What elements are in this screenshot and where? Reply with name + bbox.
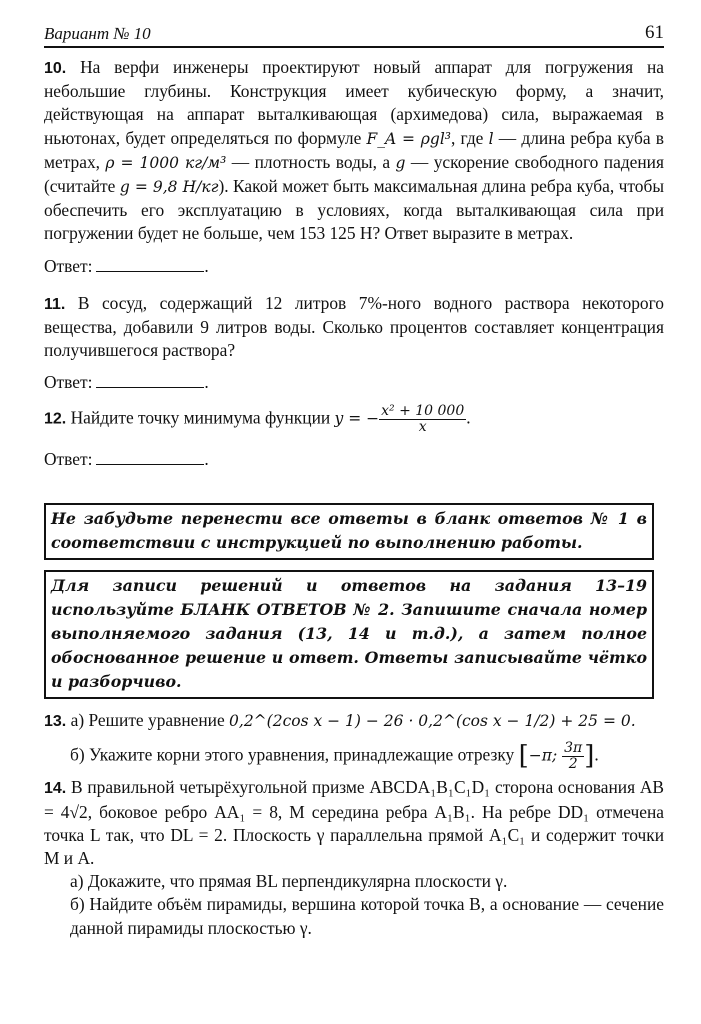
task-number: 14. (44, 780, 67, 798)
formula: g = 9,8 Н/кг (119, 178, 219, 197)
task-text: б) Найдите объём пирамиды, вершина которой точка B, а основание — сечение данной пирамиды плоскостью γ. (70, 894, 664, 938)
answer-period: . (204, 449, 209, 470)
answer-label: Ответ: (44, 255, 93, 276)
task-11 (44, 292, 664, 363)
numerator: 3π (564, 740, 583, 757)
denominator: x (418, 419, 427, 436)
task-13b: б) Укажите корни этого уравнения, принадлежащие отрезку [−π; $\frac{3\pi}{2}$ ]. (70, 740, 599, 773)
equation: 0,2^(2cos x − 1) − 26 · 0,2^(cos x − 1/2) + 25 = 0. (229, 712, 636, 731)
answer-label: Ответ: (44, 449, 93, 470)
answer-period: . (204, 255, 209, 276)
answer-period: . (204, 372, 209, 393)
denominator: 2 (568, 756, 578, 773)
task-text: — плотность воды, а (226, 151, 396, 172)
answer-blank[interactable] (96, 257, 204, 272)
task-12: 12. Найдите точку минимума функции y = − $\frac{\text{x² + 10 000}}{x}$ . (44, 403, 471, 436)
page-header (44, 18, 664, 48)
formula: y = − (334, 409, 380, 428)
task-text: а) Докажите, что прямая BL перпендикулярна плоскости γ. (70, 871, 508, 892)
task-10 (44, 56, 664, 246)
variable: g (395, 153, 406, 172)
bracket-right: ] (584, 741, 595, 772)
task-text: — ускорение свободного падения (считайте (44, 151, 664, 197)
task-text: — длина ребра куба в метрах, (44, 127, 664, 172)
notice-box-transfer-answers (44, 503, 654, 560)
variable: l (488, 129, 494, 148)
notice-text: Для записи решений и ответов на задания 13–19 используйте БЛАНК ОТВЕТОВ № 2. Запишите сначала номер выполняемого задания (13, 14 и т.д.), а затем полное обоснованное решение и ответ. Ответы записывайте чётко и разборчиво. (51, 576, 647, 692)
task-text: ). Какой может быть максимальная длина ребра куба, чтобы обеспечить его эксплуатацию в условиях, когда выталкивающая сила при погружении будет не больше, чем 153 125 Н? Ответ выразите в метрах. (44, 176, 665, 244)
notice-text: Не забудьте перенести все ответы в бланк ответов № 1 в соответствии с инструкцией по выполнению работы. (51, 509, 647, 553)
answer-blank[interactable] (96, 373, 204, 388)
task-text: В правильной четырёхугольной призме ABCDA₁B₁C₁D₁ сторона основания AB = 4√2, боковое ребро AA₁ = 8, M середина ребра A₁B₁. На ребре DD₁ отмечена точка L так, что DL = 2. Плоскость γ параллельна прямой A₁C₁ и содержит точки M и A. (44, 777, 664, 869)
task-text: В сосуд, содержащий 12 литров 7%-ного водного раствора некоторого вещества, добавили 9 литров воды. Сколько процентов составляет концентрация получившегося раствора? (44, 292, 664, 361)
answer-label: Ответ: (44, 372, 93, 393)
task-number: 12. (44, 410, 67, 428)
task-number: 10. (44, 60, 67, 77)
numerator: x² + 10 000 (381, 403, 465, 420)
answer-line-11 (44, 372, 664, 396)
fraction (379, 404, 466, 435)
task-number: 13. (44, 713, 67, 731)
task-text: а) Решите уравнение (70, 710, 230, 731)
answer-line-10 (44, 256, 664, 280)
fraction (562, 741, 584, 772)
page-number: 61 (645, 22, 664, 43)
task-number: 11. (44, 295, 66, 313)
formula: F_A = ρgl³ (366, 129, 451, 148)
task-text: На верфи инженеры проектируют новый аппарат для погружения на небольшие глубины. Конструкция имеет кубическую форму, а значит, действующая на аппарат выталкивающая (архимедова) сила, выражаемая в ньютонах, будет определяться по формуле (44, 57, 664, 148)
task-text: , где (451, 127, 489, 148)
exam-page (44, 18, 664, 940)
variant-title: Вариант № 10 (44, 24, 151, 43)
answer-line-12 (44, 449, 664, 473)
notice-box-answer-sheet-2 (44, 570, 654, 699)
interval-left: −π; (528, 746, 563, 765)
task-text: Найдите точку минимума функции (70, 407, 335, 428)
task-13a (44, 709, 664, 733)
formula: ρ = 1000 кг/м³ (105, 153, 227, 172)
task-text: б) Укажите корни этого уравнения, принадлежащие отрезку (70, 744, 519, 765)
answer-blank[interactable] (96, 450, 204, 465)
task-14 (44, 776, 664, 870)
task-14a (44, 870, 664, 893)
bracket-left: [ (518, 741, 529, 772)
task-14b (44, 893, 664, 939)
